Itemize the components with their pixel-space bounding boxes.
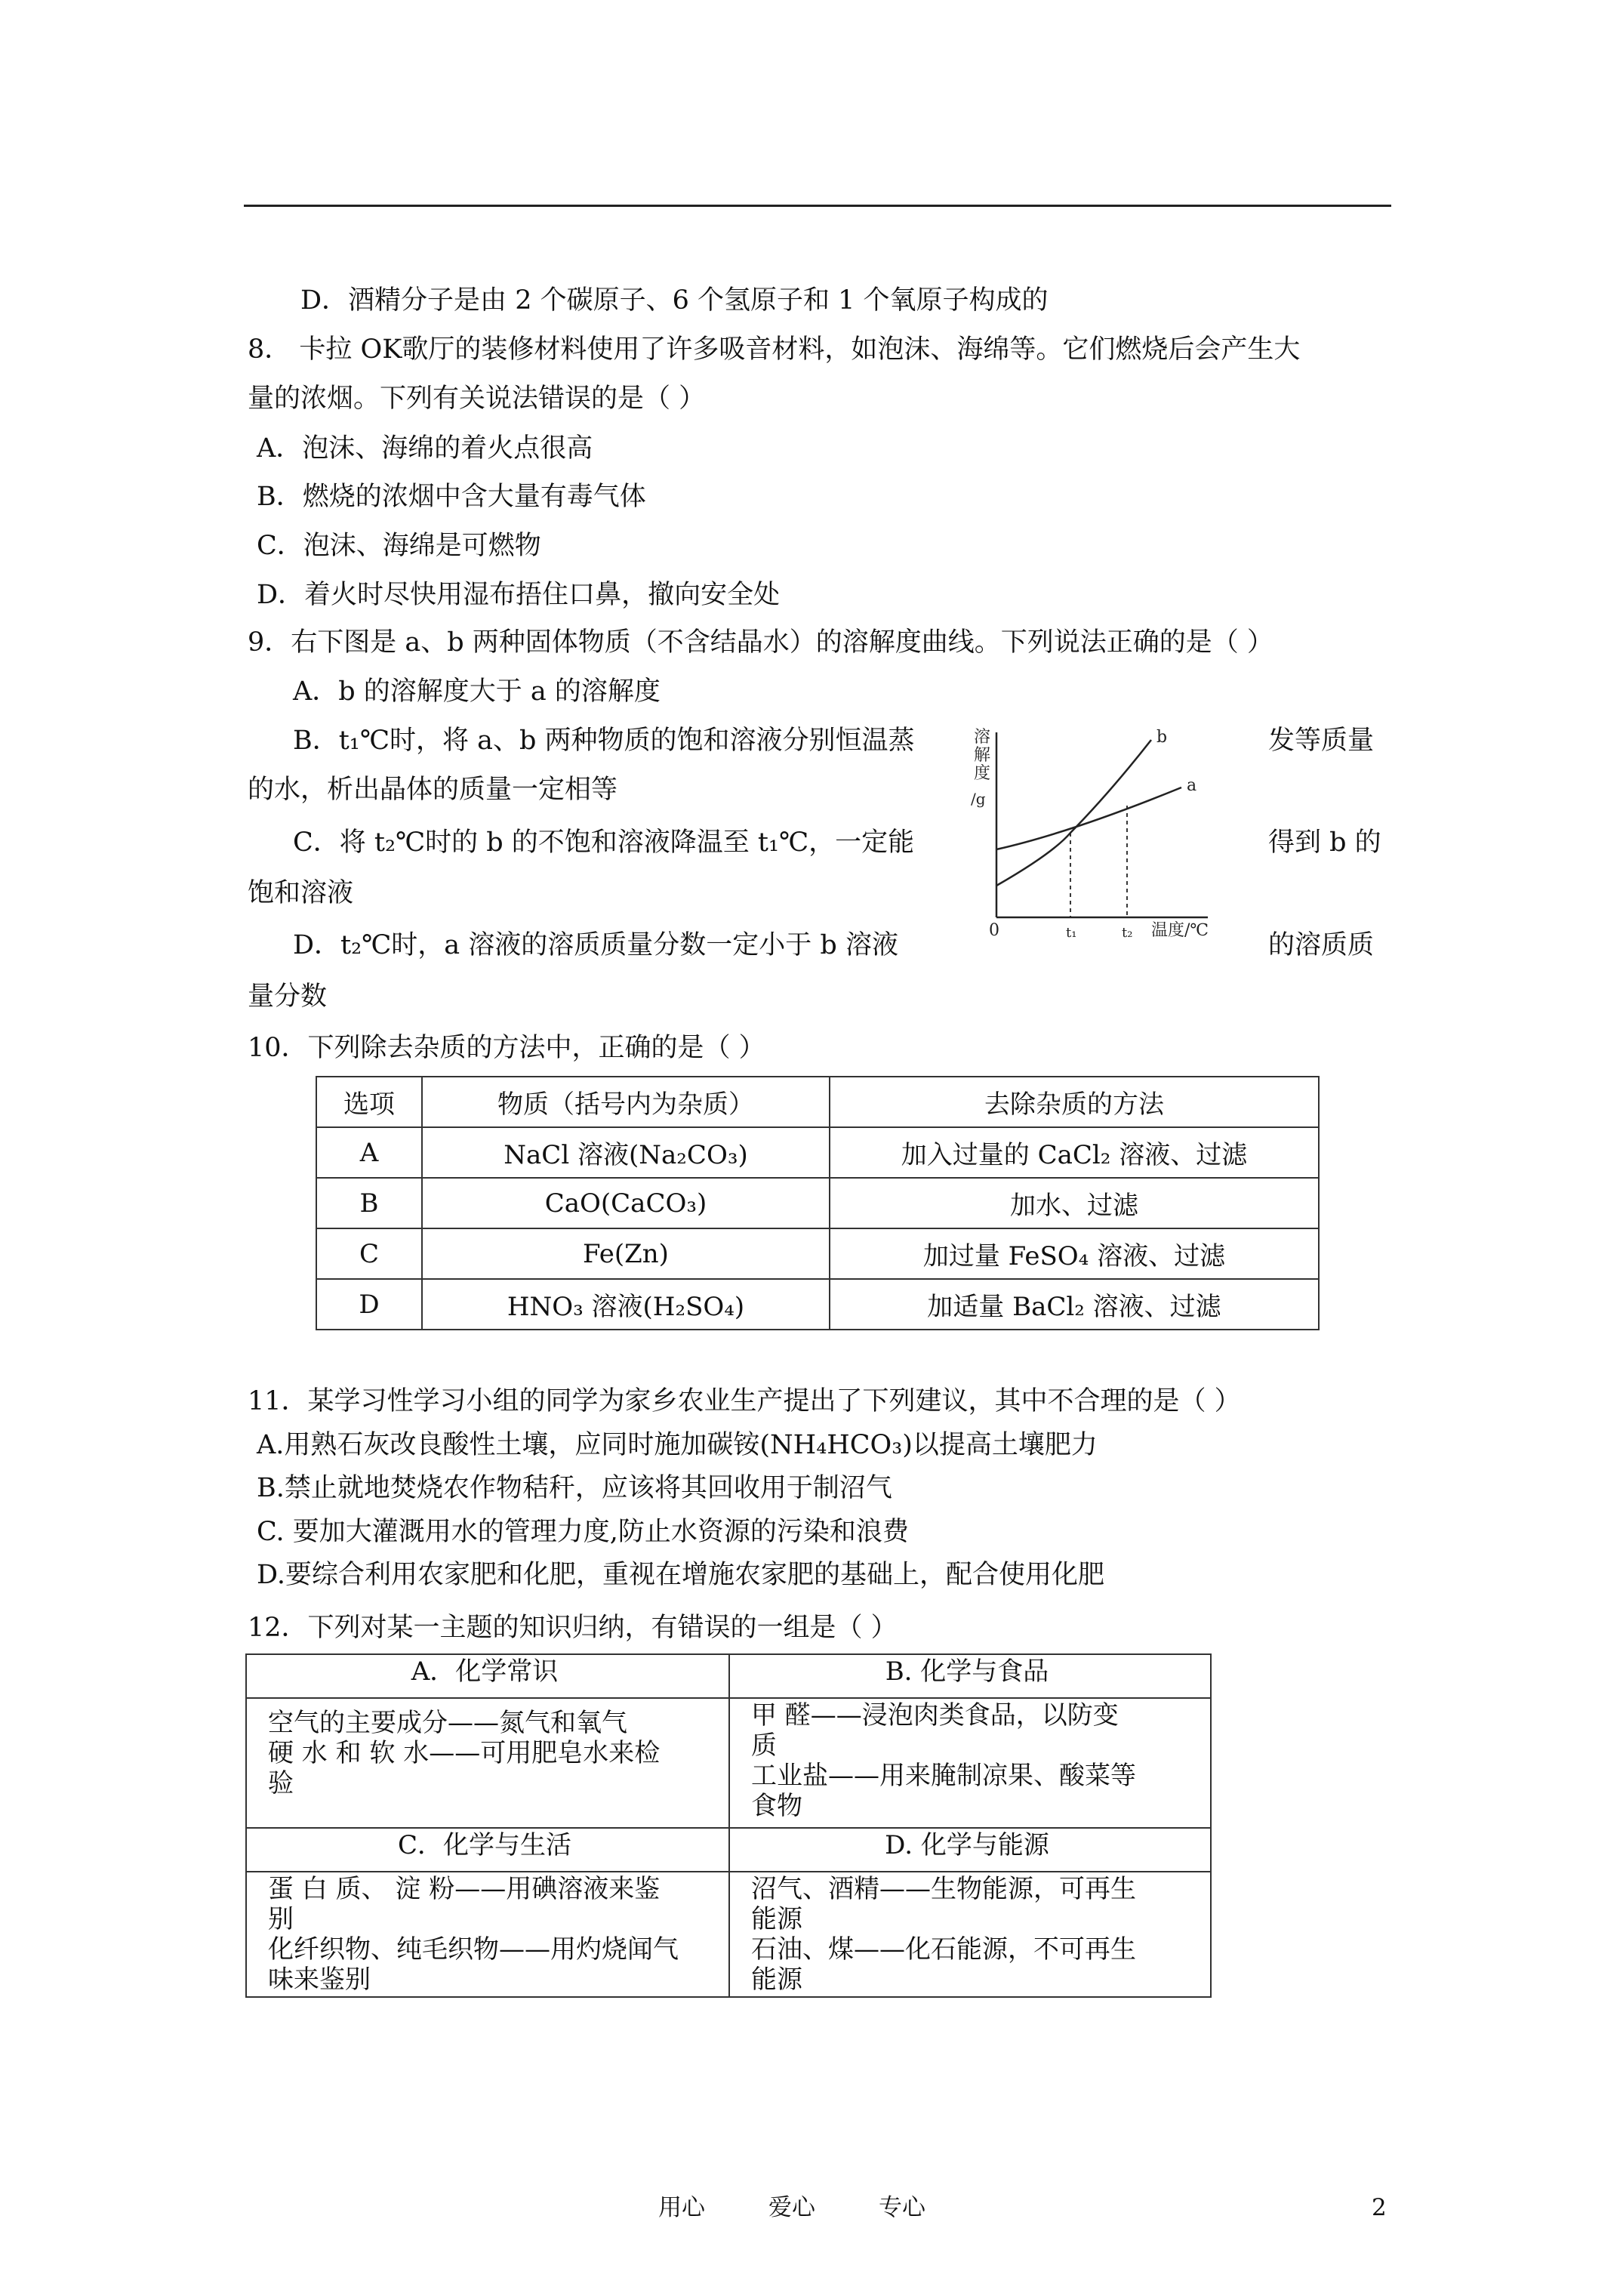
q8-option-d: D．着火时尽快用湿布捂住口鼻，撤向安全处 bbox=[257, 580, 781, 610]
footer-text-2: 爱心 bbox=[768, 2194, 815, 2221]
chart-tick-t2: t₂ bbox=[1122, 925, 1133, 941]
table-header-row bbox=[316, 1077, 1319, 1127]
q12-cell-b: 甲 醛——浸泡肉类食品，以防变 质 工业盐——用来腌制凉果、酸菜等 食物 bbox=[729, 1698, 1211, 1828]
chart-series-a-label: a bbox=[1187, 776, 1197, 795]
table-row bbox=[316, 1178, 1319, 1228]
chart-ylabel-1: 溶 bbox=[974, 728, 991, 747]
q9-option-c-left: C．将 t₂℃时的 b 的不饱和溶液降温至 t₁℃，一定能 bbox=[293, 827, 915, 858]
q12-cell-a: 空气的主要成分——氮气和氧气 硬 水 和 软 水——可用肥皂水来检 验 bbox=[246, 1698, 729, 1828]
q11-option-b: B.禁止就地焚烧农作物秸秆，应该将其回收用于制沼气 bbox=[257, 1473, 892, 1503]
q9-option-d-left: D．t₂℃时，a 溶液的溶质质量分数一定小于 b 溶液 bbox=[293, 930, 898, 960]
q11-stem: 11．某学习性学习小组的同学为家乡农业生产提出了下列建议，其中不合理的是（ ） bbox=[248, 1386, 1241, 1416]
page-number: 2 bbox=[1372, 2194, 1387, 2221]
table-cell: C bbox=[316, 1228, 422, 1279]
chart-ylabel-2: 解 bbox=[974, 746, 991, 765]
footer-text-1: 用心 bbox=[658, 2194, 705, 2221]
q8-option-b: B．燃烧的浓烟中含大量有毒气体 bbox=[257, 482, 646, 512]
q12-head-c: C．化学与生活 bbox=[246, 1828, 729, 1872]
table-cell: 加水、过滤 bbox=[830, 1178, 1319, 1228]
q8-option-a: A．泡沫、海绵的着火点很高 bbox=[257, 433, 593, 464]
q8-stem-line1: 8． 卡拉 OK歌厅的装修材料使用了许多吸音材料，如泡沫、海绵等。它们燃烧后会产生大 bbox=[248, 334, 1301, 365]
chart-origin: 0 bbox=[989, 921, 999, 940]
q11-option-d: D.要综合利用农家肥和化肥，重视在增施农家肥的基础上，配合使用化肥 bbox=[257, 1560, 1104, 1590]
table-row bbox=[316, 1228, 1319, 1279]
chart-ylabel-3: 度 bbox=[974, 764, 991, 783]
table-cell: 加过量 FeSO₄ 溶液、过滤 bbox=[830, 1228, 1319, 1279]
table-row bbox=[316, 1279, 1319, 1330]
table-cell: A bbox=[316, 1127, 422, 1178]
table-row bbox=[246, 1698, 1211, 1828]
chart-series-a-line bbox=[996, 787, 1181, 849]
table-header-cell: 去除杂质的方法 bbox=[830, 1077, 1319, 1127]
q12-cell-c: 蛋 白 质、 淀 粉——用碘溶液来鉴 别 化纤织物、纯毛织物——用灼烧闻气 味来鉴别 bbox=[246, 1872, 729, 1997]
table-row bbox=[316, 1127, 1319, 1178]
table-header-row bbox=[246, 1828, 1211, 1872]
table-row bbox=[246, 1872, 1211, 1997]
table-cell: NaCl 溶液(Na₂CO₃) bbox=[422, 1127, 830, 1178]
q12-cell-d: 沼气、酒精——生物能源，可再生 能源 石油、煤——化石能源，不可再生 能源 bbox=[729, 1872, 1211, 1997]
q9-stem: 9．右下图是 a、b 两种固体物质（不含结晶水）的溶解度曲线。下列说法正确的是（ ） bbox=[248, 627, 1273, 658]
table-header-row bbox=[246, 1654, 1211, 1698]
q9-option-d-right: 的溶质质 bbox=[1268, 930, 1375, 960]
q9-option-c-cont: 饱和溶液 bbox=[248, 878, 354, 908]
q8-stem-line2: 量的浓烟。下列有关说法错误的是（ ） bbox=[248, 384, 706, 414]
q12-stem: 12．下列对某一主题的知识归纳，有错误的一组是（ ） bbox=[248, 1613, 898, 1643]
table-header-cell: 物质（括号内为杂质） bbox=[422, 1077, 830, 1127]
chart-series-b-label: b bbox=[1156, 728, 1168, 747]
table-cell: HNO₃ 溶液(H₂SO₄) bbox=[422, 1279, 830, 1330]
chart-series-b-line bbox=[996, 740, 1151, 886]
q9-option-b-right: 发等质量 bbox=[1268, 726, 1375, 756]
table-cell: D bbox=[316, 1279, 422, 1330]
q9-option-b-cont: 的水，析出晶体的质量一定相等 bbox=[248, 775, 618, 805]
chart-tick-t1: t₁ bbox=[1066, 925, 1077, 941]
table-cell: B bbox=[316, 1178, 422, 1228]
q9-option-d-cont: 量分数 bbox=[248, 982, 328, 1012]
chart-ylabel-4: /g bbox=[971, 790, 986, 808]
q12-head-b: B. 化学与食品 bbox=[729, 1654, 1211, 1698]
q8-option-c: C．泡沫、海绵是可燃物 bbox=[257, 531, 541, 561]
table-cell: 加适量 BaCl₂ 溶液、过滤 bbox=[830, 1279, 1319, 1330]
chart-xlabel: 温度/℃ bbox=[1151, 921, 1209, 940]
table-cell: CaO(CaCO₃) bbox=[422, 1178, 830, 1228]
solubility-chart bbox=[971, 721, 1238, 948]
q12-head-d: D. 化学与能源 bbox=[729, 1828, 1211, 1872]
header-rule bbox=[244, 205, 1391, 207]
q12-head-a: A．化学常识 bbox=[246, 1654, 729, 1698]
table-header-cell: 选项 bbox=[316, 1077, 422, 1127]
q10-stem: 10．下列除去杂质的方法中，正确的是（ ） bbox=[248, 1033, 765, 1063]
q10-table bbox=[316, 1076, 1320, 1330]
table-cell: Fe(Zn) bbox=[422, 1228, 830, 1279]
q9-option-c-right: 得到 b 的 bbox=[1268, 827, 1381, 858]
footer-text-3: 专心 bbox=[879, 2194, 925, 2221]
q9-option-a: A．b 的溶解度大于 a 的溶解度 bbox=[293, 676, 661, 707]
q11-option-a: A.用熟石灰改良酸性土壤，应同时施加碳铵(NH₄HCO₃)以提高土壤肥力 bbox=[257, 1430, 1098, 1460]
q11-option-c: C. 要加大灌溉用水的管理力度,防止水资源的污染和浪费 bbox=[257, 1517, 909, 1547]
q12-table bbox=[245, 1653, 1212, 1998]
q7-option-d: D．酒精分子是由 2 个碳原子、6 个氢原子和 1 个氧原子构成的 bbox=[300, 285, 1049, 316]
q9-option-b-left: B．t₁℃时，将 a、b 两种物质的饱和溶液分别恒温蒸 bbox=[293, 726, 915, 756]
table-cell: 加入过量的 CaCl₂ 溶液、过滤 bbox=[830, 1127, 1319, 1178]
